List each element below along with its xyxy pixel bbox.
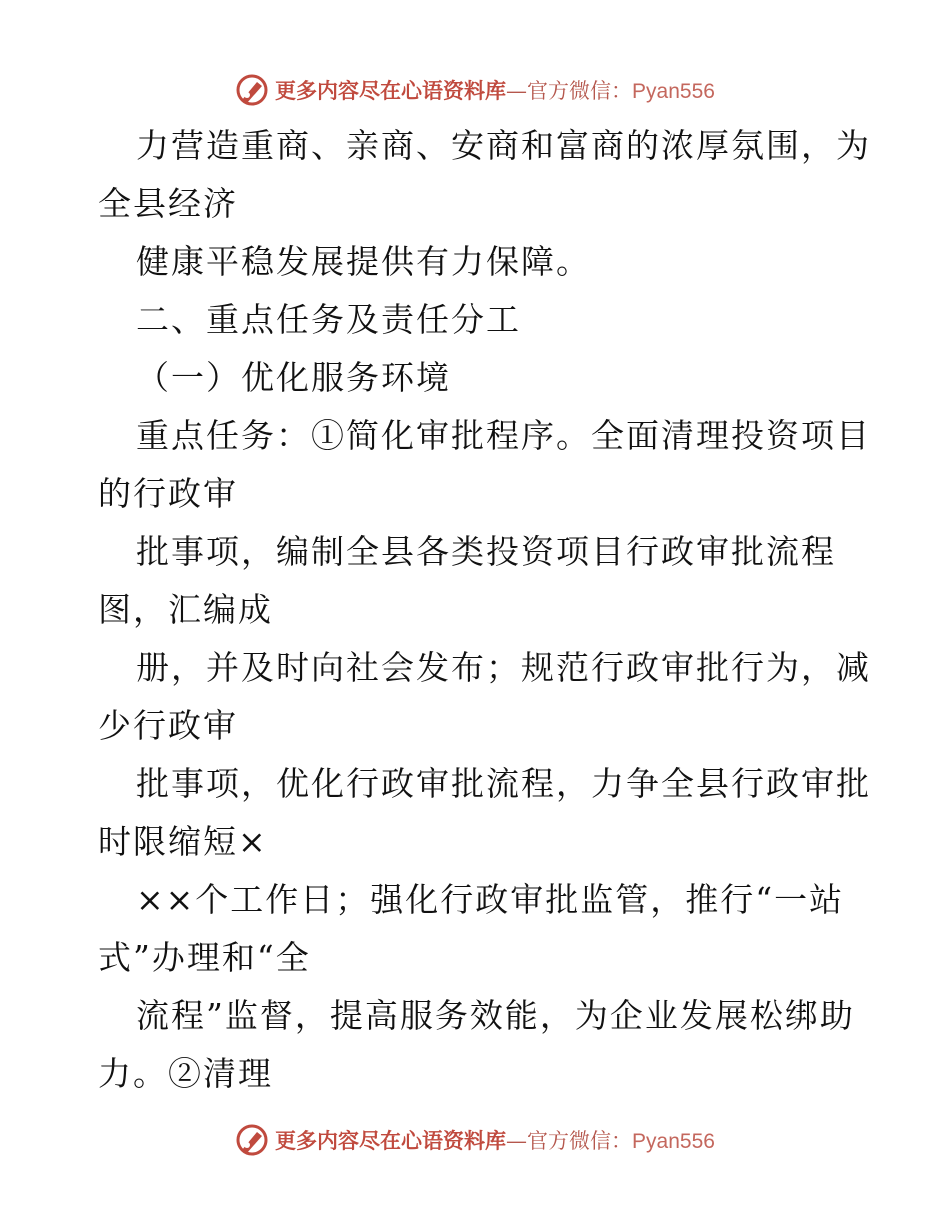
document-body: [98, 117, 871, 1103]
text-line: 流程”监督，提高服务效能，为企业发展松绑助: [136, 996, 855, 1035]
text-line: 健康平稳发展提供有力保障。: [136, 242, 591, 281]
text-line: 图，汇编成: [98, 590, 273, 629]
text-line: 批事项，编制全县各类投资项目行政审批流程: [136, 532, 836, 571]
text-line: 二、重点任务及责任分工: [136, 300, 521, 339]
header-contact-label: 官方微信：: [527, 79, 633, 103]
footer-banner-text: [275, 1125, 715, 1155]
text-line: ××个工作日；强化行政审批监管，推行“一站: [136, 880, 845, 919]
text-line: 力营造重商、亲商、安商和富商的浓厚氛围，为: [136, 126, 871, 165]
pen-logo-icon: [235, 1123, 269, 1157]
header-contact-id: Pyan556: [632, 80, 715, 103]
text-line: 全县经济: [98, 184, 238, 223]
footer-contact-id: Pyan556: [632, 1130, 715, 1153]
text-line: 力。②清理: [98, 1054, 273, 1093]
header-separator: —: [506, 79, 528, 103]
footer-site-name: 更多内容尽在心语资料库: [275, 1128, 507, 1153]
text-line: （一）优化服务环境: [136, 358, 451, 397]
text-line: 的行政审: [98, 474, 238, 513]
text-line: 批事项，优化行政审批流程，力争全县行政审批: [136, 764, 871, 803]
text-line: 式”办理和“全: [98, 938, 311, 977]
footer-banner: [0, 1120, 950, 1160]
text-line: 时限缩短×: [98, 822, 268, 861]
header-site-name: 更多内容尽在心语资料库: [275, 78, 507, 103]
pen-logo-icon: [235, 73, 269, 107]
text-line: 少行政审: [98, 706, 238, 745]
text-line: 重点任务：①简化审批程序。全面清理投资项目: [136, 416, 871, 455]
footer-contact-label: 官方微信：: [527, 1129, 633, 1153]
header-banner-text: [275, 75, 715, 105]
text-line: 册，并及时向社会发布；规范行政审批行为，减: [136, 648, 871, 687]
header-banner: [0, 70, 950, 110]
footer-separator: —: [506, 1129, 528, 1153]
